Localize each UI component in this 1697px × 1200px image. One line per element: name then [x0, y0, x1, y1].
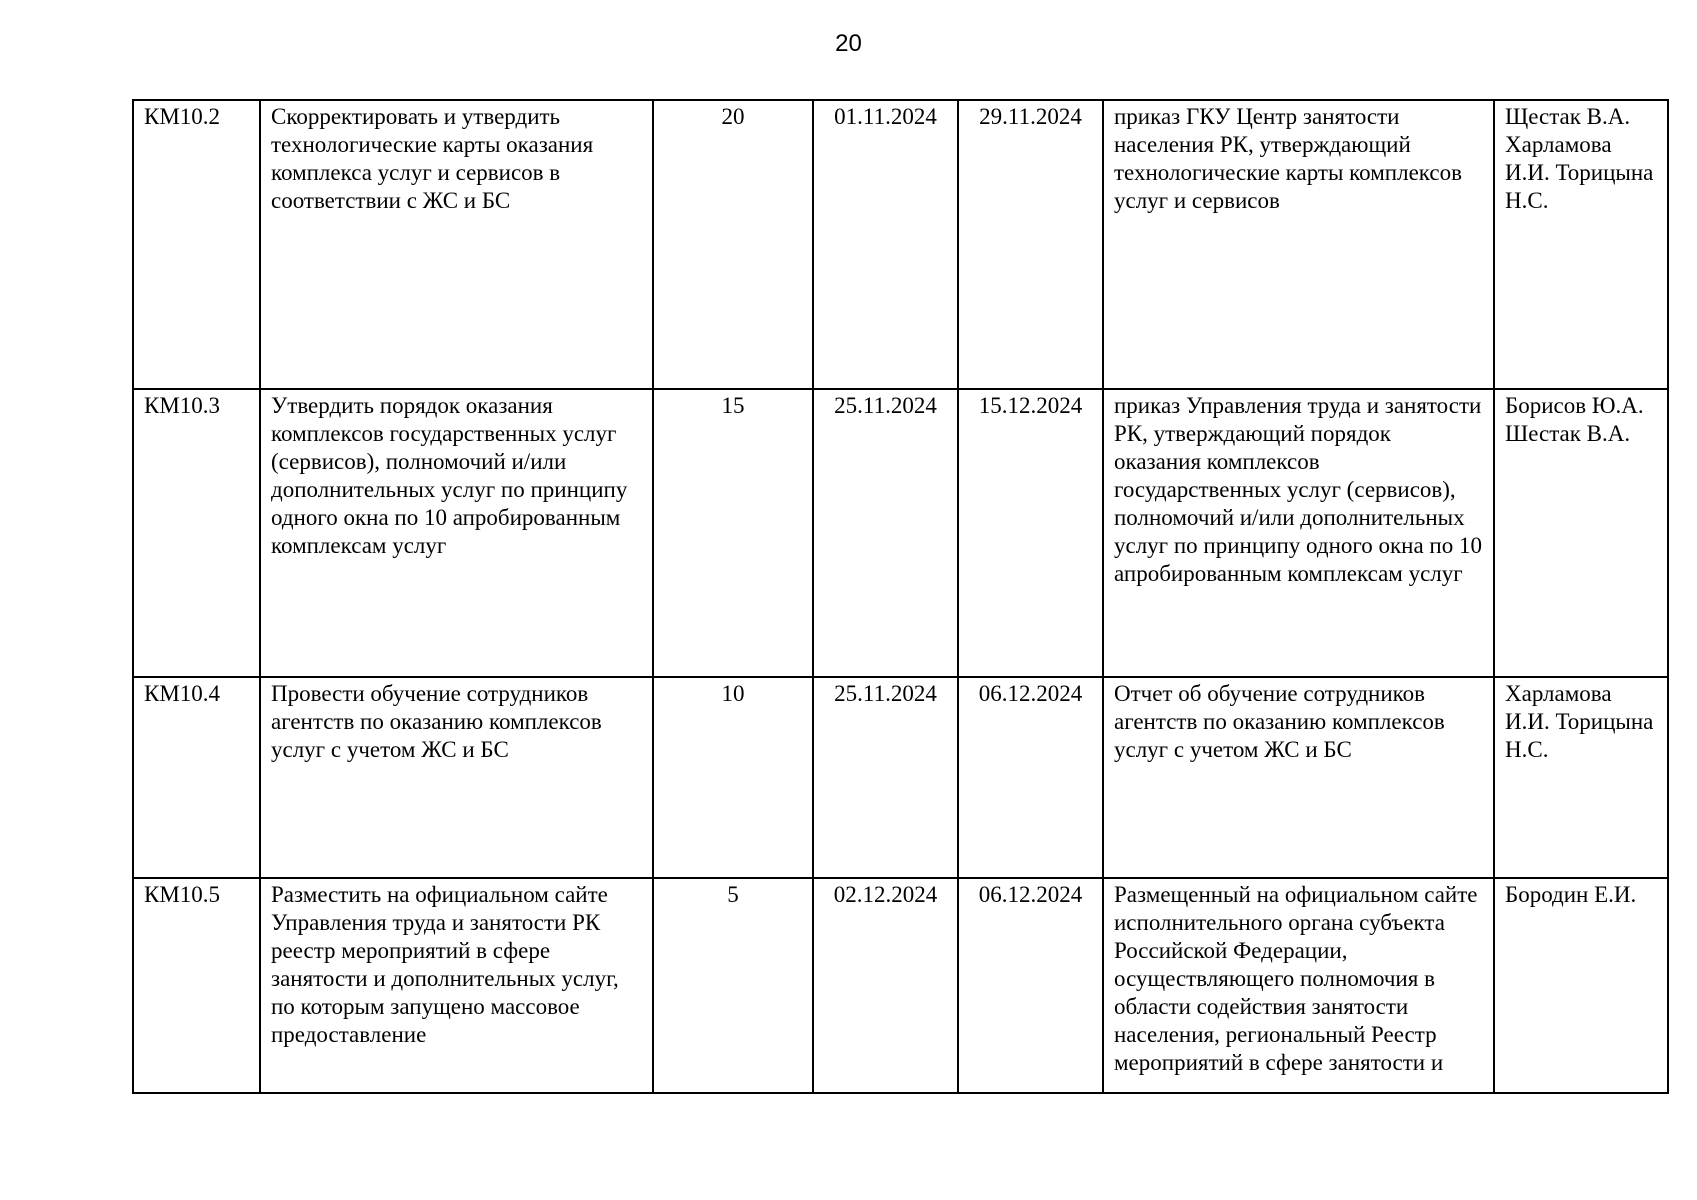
responsible-persons: Бородин Е.И. [1494, 878, 1668, 1093]
milestone-code: КМ10.4 [133, 677, 260, 878]
table-row [133, 389, 1668, 677]
end-date: 29.11.2024 [958, 100, 1103, 389]
duration-days: 20 [653, 100, 813, 389]
result-document: Отчет об обучение сотрудников агентств по оказанию комплексов услуг с учетом ЖС и БС [1103, 677, 1494, 878]
responsible-persons: Борисов Ю.А. Шестак В.А. [1494, 389, 1668, 677]
result-document: Размещенный на официальном сайте исполнительного органа субъекта Российской Федерации, осуществляющего полномочия в области содействия занятости населения, региональный Реестр мероприятий в сфере занятости и [1103, 878, 1494, 1093]
result-document: приказ Управления труда и занятости РК, утверждающий порядок оказания комплексов государственных услуг (сервисов), полномочий и/или дополнительных услуг по принципу одного окна по 10 апробированным комплексам услуг [1103, 389, 1494, 677]
duration-days: 15 [653, 389, 813, 677]
responsible-persons: Харламова И.И. Торицына Н.С. [1494, 677, 1668, 878]
task-description: Разместить на официальном сайте Управления труда и занятости РК реестр мероприятий в сфере занятости и дополнительных услуг, по которым запущено массовое предоставление [260, 878, 653, 1093]
task-description: Утвердить порядок оказания комплексов государственных услуг (сервисов), полномочий и/или дополнительных услуг по принципу одного окна по 10 апробированным комплексам услуг [260, 389, 653, 677]
end-date: 06.12.2024 [958, 878, 1103, 1093]
milestone-code: КМ10.2 [133, 100, 260, 389]
task-description: Скорректировать и утвердить технологические карты оказания комплекса услуг и сервисов в соответствии с ЖС и БС [260, 100, 653, 389]
end-date: 06.12.2024 [958, 677, 1103, 878]
milestone-code: КМ10.3 [133, 389, 260, 677]
start-date: 25.11.2024 [813, 677, 958, 878]
responsible-persons: Щестак В.А. Харламова И.И. Торицына Н.С. [1494, 100, 1668, 389]
duration-days: 5 [653, 878, 813, 1093]
table-row [133, 100, 1668, 389]
duration-days: 10 [653, 677, 813, 878]
activity-table [132, 99, 1669, 1094]
end-date: 15.12.2024 [958, 389, 1103, 677]
page-number: 20 [835, 30, 862, 57]
result-document: приказ ГКУ Центр занятости населения РК, утверждающий технологические карты комплексов услуг и сервисов [1103, 100, 1494, 389]
start-date: 02.12.2024 [813, 878, 958, 1093]
start-date: 01.11.2024 [813, 100, 958, 389]
milestone-code: КМ10.5 [133, 878, 260, 1093]
table-row [133, 677, 1668, 878]
table-row [133, 878, 1668, 1093]
task-description: Провести обучение сотрудников агентств по оказанию комплексов услуг с учетом ЖС и БС [260, 677, 653, 878]
start-date: 25.11.2024 [813, 389, 958, 677]
